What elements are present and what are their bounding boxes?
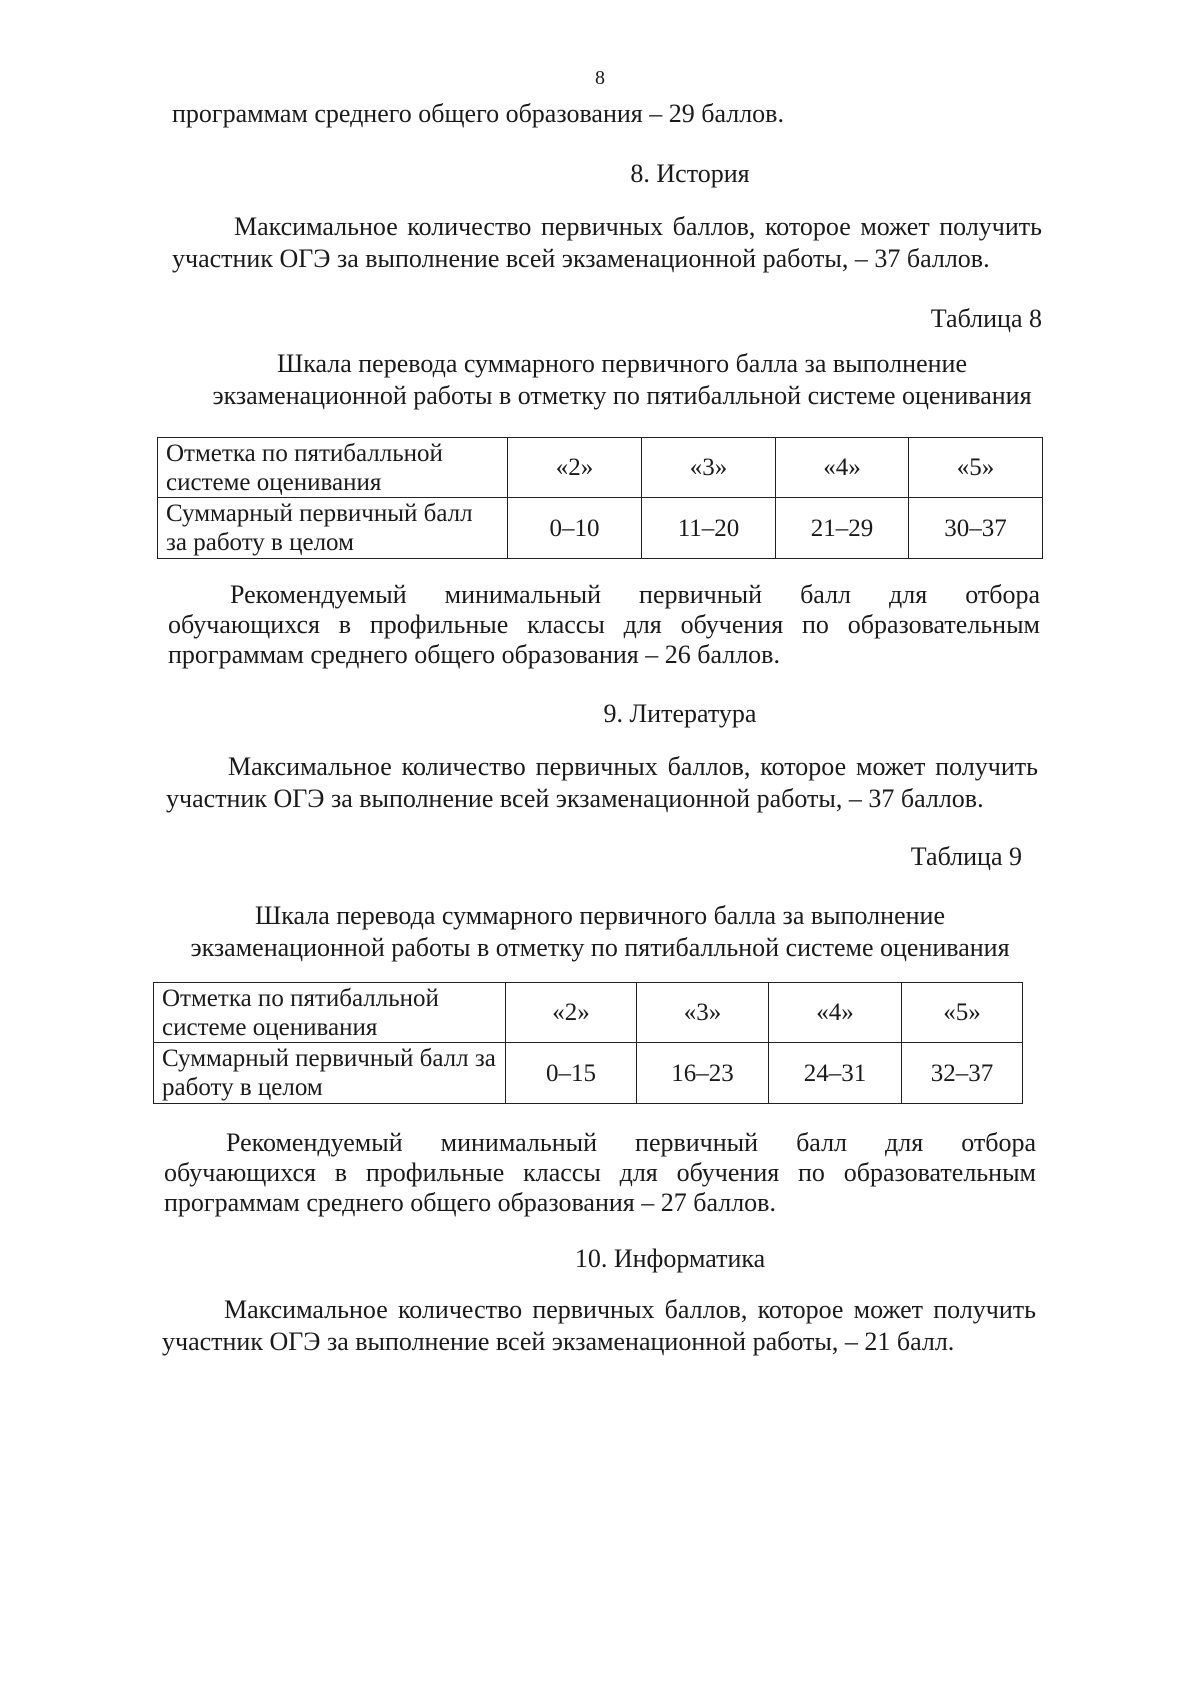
range-cell: 16–23 [637,1043,769,1104]
table-row [154,983,1023,1043]
score-table-9 [153,982,1023,1104]
table-caption-8 [182,348,1062,412]
caption-line: экзаменационной работы в отметку по пятибалльной системе оценивания [190,933,1010,962]
range-cell: 0–10 [508,498,642,559]
page-number: 8 [595,67,605,89]
table-label-8: Таблица 8 [930,304,1042,333]
row-label-grade: Отметка по пятибалльной системе оценивания [158,438,508,498]
table-row [158,498,1043,559]
grade-cell: «3» [637,983,769,1043]
max-score-text-literature: Максимальное количество первичных баллов, которое может получить участник ОГЭ за выполнение всей экзаменационной работы, – 37 баллов. [166,752,1038,813]
range-cell: 32–37 [902,1043,1023,1104]
grade-cell: «4» [776,438,909,498]
section-heading-literature: 9. Литература [603,699,757,728]
section-heading-informatics: 10. Информатика [574,1244,766,1273]
row-label-score: Суммарный первичный балл за работу в целом [154,1043,506,1104]
score-table-8 [157,437,1043,559]
table-row [154,1043,1023,1104]
range-cell: 0–15 [506,1043,637,1104]
row-label-grade: Отметка по пятибалльной системе оценивания [154,983,506,1043]
max-score-text-informatics: Максимальное количество первичных баллов, которое может получить участник ОГЭ за выполнение всей экзаменационной работы, – 21 балл. [162,1295,1036,1356]
section-heading-history: 8. История [630,159,750,188]
grade-cell: «5» [902,983,1023,1043]
intro-line: программам среднего общего образования – 29 баллов. [172,99,784,128]
grade-cell: «2» [508,438,642,498]
caption-line: экзаменационной работы в отметку по пятибалльной системе оценивания [212,381,1032,410]
range-cell: 24–31 [769,1043,902,1104]
grade-cell: «4» [769,983,902,1043]
table-label-9: Таблица 9 [910,842,1022,871]
row-label-score: Суммарный первичный балл за работу в целом [158,498,508,559]
grade-cell: «2» [506,983,637,1043]
caption-line: Шкала перевода суммарного первичного балла за выполнение [255,901,945,930]
grade-cell: «3» [642,438,776,498]
max-score-text-history: Максимальное количество первичных баллов, которое может получить участник ОГЭ за выполнение всей экзаменационной работы, – 37 баллов. [172,212,1042,273]
grade-cell: «5» [909,438,1043,498]
recommend-text-literature: Рекомендуемый минимальный первичный балл для отбора обучающихся в профильные классы для обучения по образовательным программам среднего общего образования – 27 баллов. [164,1128,1036,1217]
range-cell: 21–29 [776,498,909,559]
table-row [158,438,1043,498]
range-cell: 30–37 [909,498,1043,559]
recommend-text-history: Рекомендуемый минимальный первичный балл для отбора обучающихся в профильные классы для обучения по образовательным программам среднего общего образования – 26 баллов. [168,580,1040,669]
table-caption-9 [160,900,1040,964]
caption-line: Шкала перевода суммарного первичного балла за выполнение [277,349,967,378]
range-cell: 11–20 [642,498,776,559]
